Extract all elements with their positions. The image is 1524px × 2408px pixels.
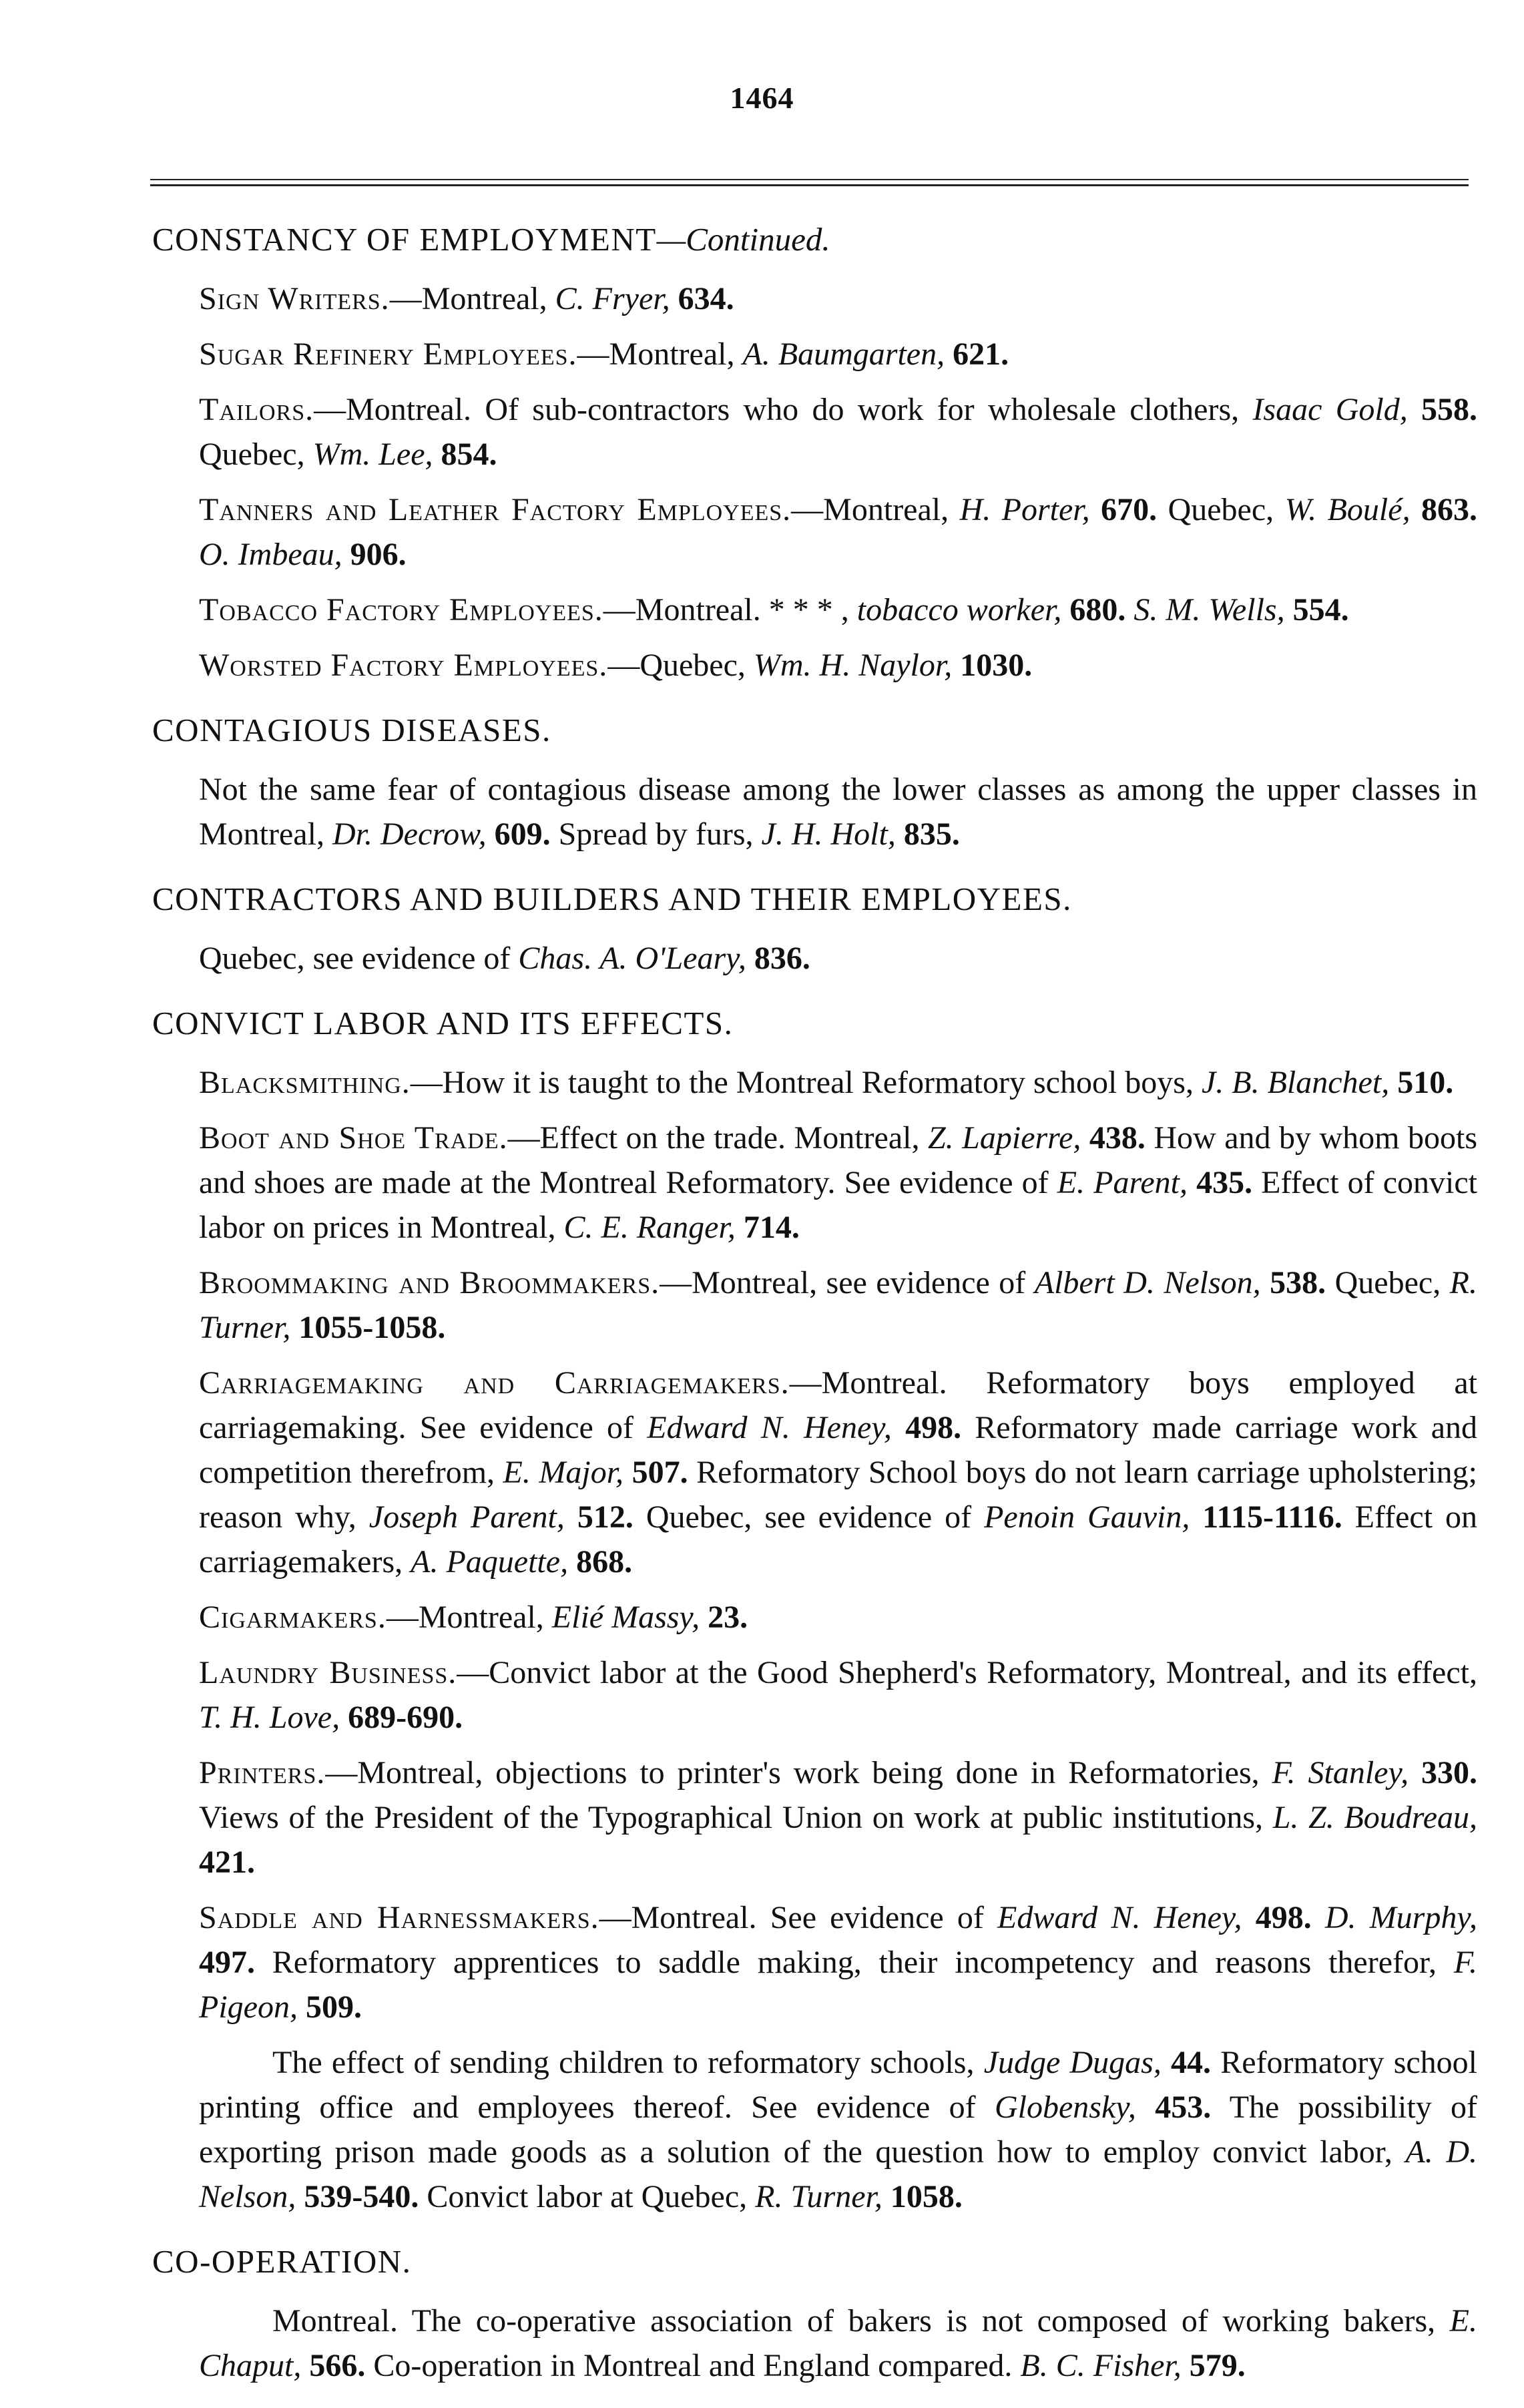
entry-text: —Montreal, see evidence of: [660, 1265, 1035, 1300]
witness-name: Penoin Gauvin,: [984, 1499, 1190, 1535]
witness-name: L. Z. Boudreau,: [1272, 1800, 1477, 1835]
subject-heading: Sugar Refinery Employees.: [199, 336, 577, 372]
page-reference: 868.: [568, 1544, 633, 1580]
page-reference: 497.: [199, 1945, 255, 1980]
entry-text: —Convict labor at the Good Shepherd's Reformatory, Montreal, and its effect,: [457, 1655, 1477, 1690]
page-reference: 510.: [1389, 1065, 1454, 1100]
entry-text: Quebec, see evidence of: [199, 941, 519, 976]
section-heading: [152, 217, 1477, 262]
index-entry: [199, 1260, 1477, 1350]
page-reference: 421.: [199, 1845, 255, 1880]
page-reference: 579.: [1181, 2348, 1246, 2383]
page-reference: 670.: [1089, 492, 1158, 527]
entry-text: How and by whom boots and shoes are made at the Montreal Reformatory. See evidence of: [199, 1120, 1478, 1200]
section-heading-text: CONTRACTORS AND BUILDERS AND THEIR EMPLOYEES.: [152, 881, 1072, 917]
witness-name: Isaac Gold,: [1252, 392, 1408, 427]
index-entry: [199, 767, 1477, 857]
entry-text: —Montreal. See evidence of: [599, 1900, 998, 1935]
witness-name: S. M. Wells,: [1133, 592, 1285, 628]
subject-heading: Cigarmakers.: [199, 1600, 387, 1635]
header-rule-double: [150, 184, 1469, 186]
entry-text: The effect of sending children to reformatory schools,: [272, 2045, 984, 2080]
entry-text: —Montreal. Of sub-contractors who do work for wholesale clothers,: [314, 392, 1253, 427]
page-reference: 689-690.: [340, 1700, 463, 1735]
witness-name: E. Major,: [503, 1455, 624, 1490]
entry-text: —Montreal,: [791, 492, 960, 527]
entry-text: —Montreal,: [386, 1600, 552, 1635]
page-reference: 507.: [623, 1455, 688, 1490]
page-reference: 854.: [433, 437, 497, 472]
witness-name: A. Paquette,: [411, 1544, 569, 1580]
page-reference: 23.: [700, 1600, 748, 1635]
witness-name: A. Baumgarten,: [742, 336, 945, 372]
entry-text: Quebec,: [1157, 492, 1285, 527]
witness-name: E. Parent,: [1057, 1165, 1188, 1200]
index-entry: [199, 587, 1477, 632]
index-entry: [199, 1116, 1477, 1250]
index-entry: [199, 276, 1477, 321]
witness-name: F. Pigeon,: [199, 1945, 1477, 2025]
entry-text: Effect on carriagemakers,: [199, 1499, 1478, 1580]
witness-name: R. Turner,: [199, 1265, 1477, 1345]
subject-heading: Laundry Business.: [199, 1655, 457, 1690]
subject-heading: Tailors.: [199, 392, 314, 427]
index-entry: [199, 1650, 1477, 1740]
entry-text: Montreal. The co-operative association of bakers is not composed of working bakers,: [272, 2303, 1450, 2339]
index-content: [152, 217, 1477, 2408]
witness-name: Edward N. Heney,: [997, 1900, 1242, 1935]
witness-name: B. C. Fisher,: [1020, 2348, 1182, 2383]
page-reference: 453.: [1135, 2090, 1212, 2125]
entry-text: —Montreal. Reformatory boys employed at carriagemaking. See evidence of: [199, 1365, 1478, 1445]
witness-name: J. B. Blanchet,: [1201, 1065, 1390, 1100]
entry-text: Reformatory School boys do not learn carriage upholstering; reason why,: [199, 1455, 1478, 1535]
page-reference: 509.: [297, 1989, 362, 2025]
witness-name: Elié Massy,: [551, 1600, 700, 1635]
entry-text: —Montreal,: [577, 336, 743, 372]
section-heading-suffix: —Continued.: [656, 221, 830, 258]
page-number: 1464: [730, 81, 794, 115]
index-entry: [199, 487, 1477, 577]
subject-heading: Printers.: [199, 1755, 326, 1790]
index-entry: [199, 936, 1477, 981]
entry-text: —Montreal,: [389, 281, 555, 316]
subject-heading: Tanners and Leather Factory Employees.: [199, 492, 792, 527]
section-heading-text: CONTAGIOUS DISEASES.: [152, 712, 551, 748]
entry-text: Not the same fear of contagious disease among the lower classes as among the upper classes in Montreal,: [199, 772, 1477, 852]
witness-name: J. H. Holt,: [761, 816, 896, 852]
entry-text: Quebec,: [199, 437, 313, 472]
entry-text: [1312, 1900, 1325, 1935]
entry-text: Reformatory made carriage work and competition therefrom,: [199, 1410, 1478, 1490]
witness-name: Wm. Lee,: [312, 437, 433, 472]
witness-name: Z. Lapierre,: [927, 1120, 1081, 1156]
entry-text: [1125, 592, 1133, 628]
page-reference: 1058.: [882, 2179, 963, 2214]
page-reference: 539-540.: [296, 2179, 419, 2214]
subject-heading: Boot and Shoe Trade.: [199, 1120, 508, 1156]
witness-name: C. E. Ranger,: [563, 1210, 736, 1245]
page-reference: 714.: [735, 1210, 800, 1245]
index-entry: [199, 2040, 1477, 2219]
page-reference: 680.: [1061, 592, 1126, 628]
page-reference: 44.: [1161, 2045, 1212, 2080]
page-reference: 863.: [1410, 492, 1478, 527]
index-entry: [199, 1595, 1477, 1640]
index-entry: [199, 1060, 1477, 1105]
witness-name: T. H. Love,: [199, 1700, 340, 1735]
witness-name: C. Fryer,: [555, 281, 670, 316]
witness-name: Globensky,: [994, 2090, 1136, 2125]
witness-name: Edward N. Heney,: [647, 1410, 892, 1445]
witness-name: H. Porter,: [959, 492, 1090, 527]
page-reference: 906.: [342, 537, 407, 572]
index-entry: [199, 1895, 1477, 2029]
page-reference: 621.: [945, 336, 1009, 372]
witness-name: Dr. Decrow,: [332, 816, 487, 852]
entry-text: —Montreal, objections to printer's work being done in Reformatories,: [325, 1755, 1272, 1790]
subject-heading: Carriagemaking and Carriagemakers.: [199, 1365, 790, 1401]
page-reference: 498.: [1242, 1900, 1312, 1935]
witness-name: W. Boulé,: [1284, 492, 1411, 527]
page-reference: 1115-1116.: [1190, 1499, 1342, 1535]
witness-name: F. Stanley,: [1272, 1755, 1409, 1790]
page-reference: 554.: [1284, 592, 1349, 628]
entry-text: The possibility of exporting prison made goods as a solution of the question how to employ convict labor,: [199, 2090, 1478, 2170]
witness-name: Wm. H. Naylor,: [753, 648, 953, 683]
page-reference: 836.: [746, 941, 810, 976]
section-heading: [152, 1001, 1477, 1045]
subject-heading: Broommaking and Broommakers.: [199, 1265, 660, 1300]
entry-text: Co-operation in Montreal and England compared.: [365, 2348, 1021, 2383]
section-heading-text: CONVICT LABOR AND ITS EFFECTS.: [152, 1005, 734, 1041]
page-reference: 634.: [670, 281, 734, 316]
entry-text: —Quebec,: [607, 648, 754, 683]
page-reference: 438.: [1081, 1120, 1146, 1156]
index-entry: [199, 643, 1477, 688]
entry-text: Quebec,: [1326, 1265, 1450, 1300]
page-reference: 609.: [486, 816, 551, 852]
page-reference: 835.: [895, 816, 960, 852]
witness-name: E. Chaput,: [199, 2303, 1477, 2383]
page-reference: 1055-1058.: [290, 1310, 446, 1345]
entry-text: Quebec, see evidence of: [633, 1499, 985, 1535]
entry-text: —How it is taught to the Montreal Reformatory school boys,: [410, 1065, 1202, 1100]
entry-text: Spread by furs,: [550, 816, 762, 852]
index-entry: [199, 1750, 1477, 1885]
page-reference: 566.: [301, 2348, 366, 2383]
subject-heading: Tobacco Factory Employees.: [199, 592, 603, 628]
section-heading-text: CO-OPERATION.: [152, 2243, 412, 2280]
index-entry: [199, 332, 1477, 377]
page-reference: 498.: [891, 1410, 962, 1445]
subject-heading: Worsted Factory Employees.: [199, 648, 608, 683]
index-entry: [199, 2299, 1477, 2388]
witness-name: Chas. A. O'Leary,: [518, 941, 746, 976]
section-heading-text: CONSTANCY OF EMPLOYMENT: [152, 221, 657, 258]
entry-text: Reformatory apprentices to saddle making, their incompetency and reasons therefor,: [255, 1945, 1454, 1980]
entry-text: Views of the President of the Typographical Union on work at public institutions,: [199, 1800, 1273, 1835]
page-reference: 512.: [564, 1499, 633, 1535]
page-reference: 1030.: [952, 648, 1033, 683]
page-reference: 435.: [1188, 1165, 1253, 1200]
entry-text: Reformatory school printing office and employees thereof. See evidence of: [199, 2045, 1478, 2125]
section-heading: [152, 708, 1477, 752]
witness-name: R. Turner,: [755, 2179, 882, 2214]
witness-name: O. Imbeau,: [199, 537, 342, 572]
page-reference: 330.: [1409, 1755, 1478, 1790]
page-reference: 558.: [1407, 392, 1477, 427]
subject-heading: Blacksmithing.: [199, 1065, 411, 1100]
subject-heading: Saddle and Harnessmakers.: [199, 1900, 599, 1935]
section-heading: [152, 877, 1477, 921]
section-heading: [152, 2239, 1477, 2284]
witness-name: D. Murphy,: [1324, 1900, 1478, 1935]
witness-name: A. D. Nelson,: [199, 2134, 1477, 2214]
subject-heading: Sign Writers.: [199, 281, 390, 316]
index-entry: [199, 1361, 1477, 1584]
entry-text: —Montreal. * * * ,: [603, 592, 857, 628]
witness-name: Albert D. Nelson,: [1034, 1265, 1261, 1300]
header-rule: [150, 179, 1469, 180]
witness-name: Judge Dugas,: [983, 2045, 1162, 2080]
witness-name: Joseph Parent,: [368, 1499, 565, 1535]
index-entry: [199, 387, 1477, 477]
witness-name: tobacco worker,: [856, 592, 1062, 628]
page-reference: 538.: [1260, 1265, 1326, 1300]
entry-text: —Effect on the trade. Montreal,: [507, 1120, 928, 1156]
entry-text: Convict labor at Quebec,: [419, 2179, 756, 2214]
entry-text: Effect of convict labor on prices in Montreal,: [199, 1165, 1477, 1245]
